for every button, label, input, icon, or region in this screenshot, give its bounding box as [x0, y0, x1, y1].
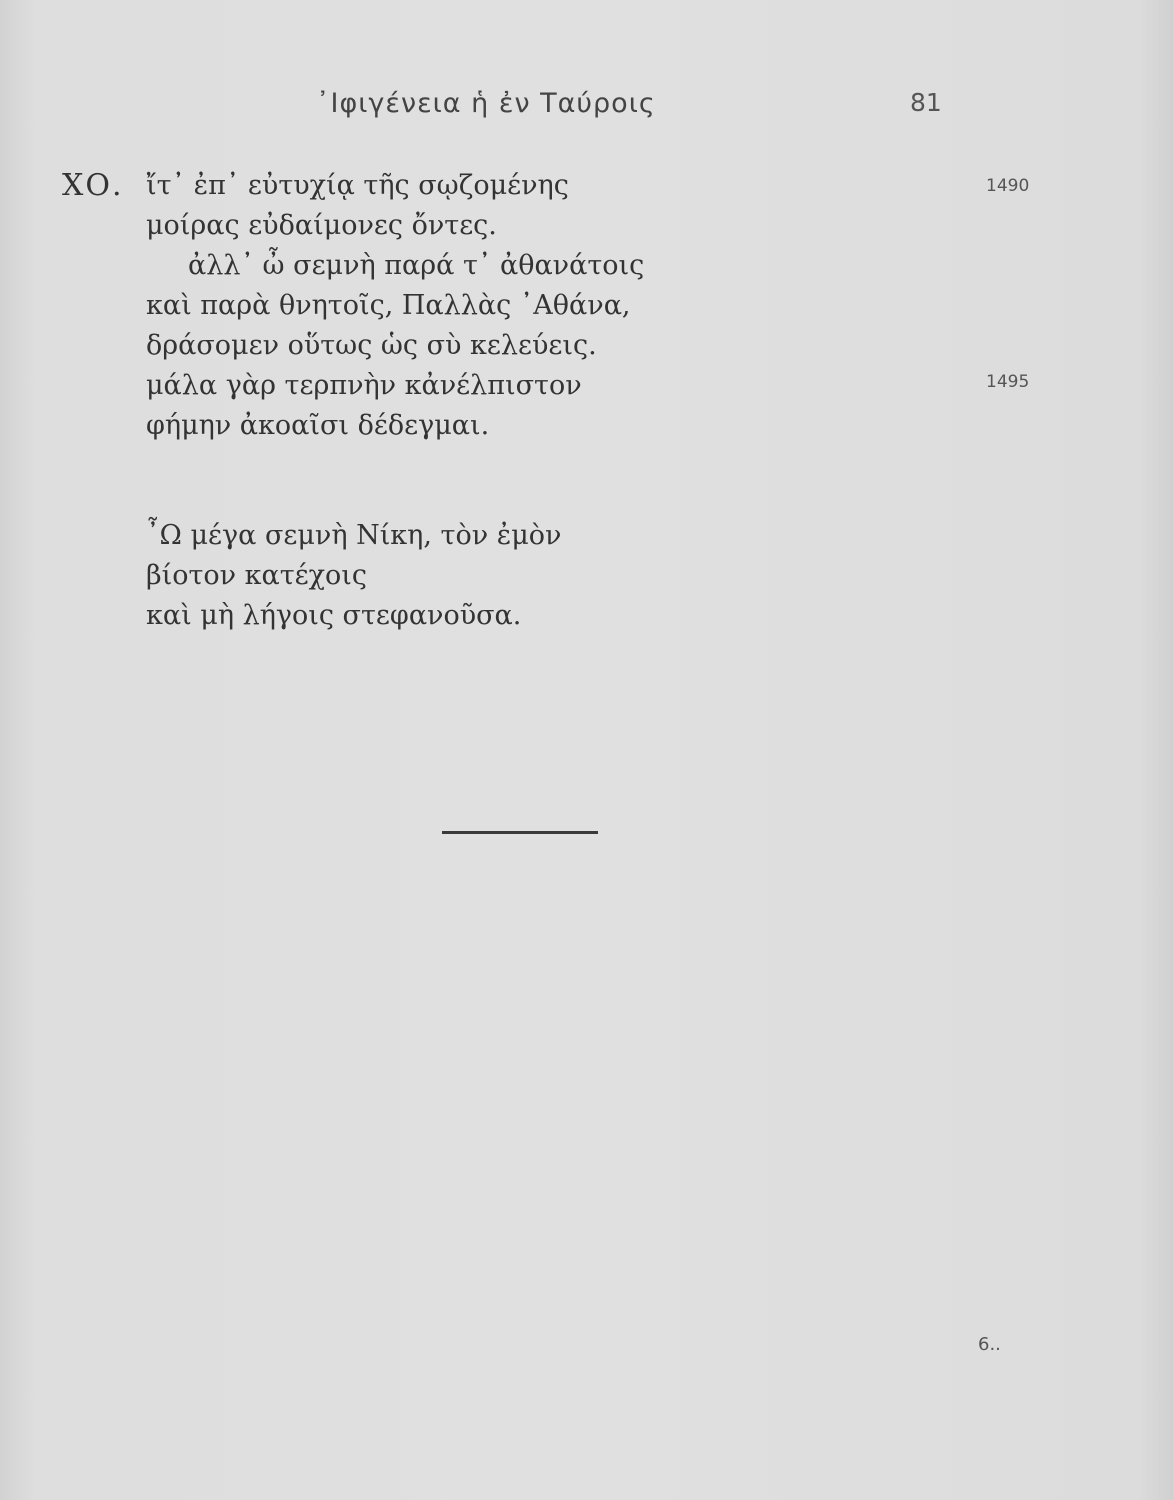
verse-line: ἀλλ᾽ ὦ σεμνὴ παρά τ᾽ ἀθανάτοις: [188, 250, 645, 281]
verse-line: καὶ παρὰ θνητοῖς, Παλλὰς ᾽Αθάνα,: [146, 290, 631, 321]
verse-line: μοίρας εὐδαίμονες ὄντες.: [146, 210, 497, 241]
verse-line: ἴτ᾽ ἐπ᾽ εὐτυχίᾳ τῆς σῳζομένης: [146, 170, 569, 201]
verse-line: βίοτον κατέχοις: [146, 560, 367, 591]
line-number: 1490: [986, 176, 1030, 196]
page-number: 81: [910, 88, 942, 117]
signature-mark: 6..: [978, 1334, 1001, 1355]
line-number: 1495: [986, 372, 1030, 392]
verse-line: μάλα γὰρ τερπνὴν κἀνέλπιστον: [146, 370, 582, 401]
verse-line: δράσομεν οὕτως ὡς σὺ κελεύεις.: [146, 330, 597, 361]
verse-line: ῏Ω μέγα σεμνὴ Νίκη, τὸν ἐμὸν: [146, 520, 562, 551]
verse-line: καὶ μὴ λήγοις στεφανοῦσα.: [146, 600, 522, 631]
verse-line: φήμην ἀκοαῖσι δέδεγμαι.: [146, 410, 490, 441]
running-title: ᾽Ιφιγένεια ἡ ἐν Ταύροις: [316, 88, 656, 119]
speaker-label: ΧΟ.: [62, 168, 124, 203]
end-rule: [442, 831, 598, 834]
